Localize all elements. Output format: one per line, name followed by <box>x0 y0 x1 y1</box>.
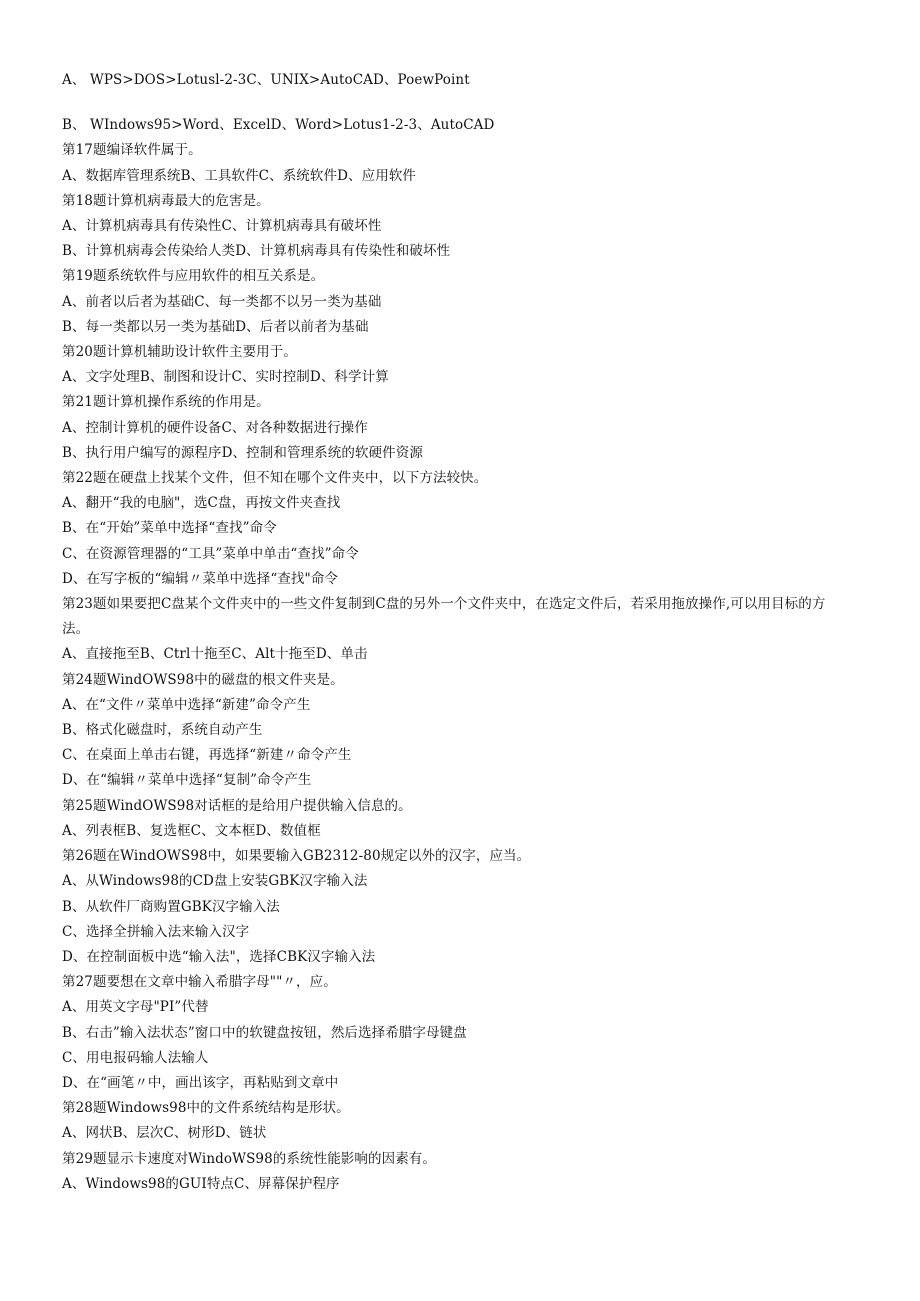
options-27-c: C、用电报码输人法输人 <box>62 1049 209 1066</box>
options-24-b: B、格式化磁盘时，系统自动产生 <box>62 722 263 739</box>
blank-gap <box>62 93 852 113</box>
question-28: 第28题Windows98中的文件系统结构是形状。 <box>62 1100 350 1117</box>
options-27-a: A、用英文字母"PI”代替 <box>62 999 209 1016</box>
options-27-d: D、在“画笔〃中，画出该字，再粘贴到文章中 <box>62 1074 339 1091</box>
options-22-b: B、在“开始”菜单中选择“查找”命令 <box>62 520 277 537</box>
options-24-a: A、在“文件〃菜单中选择“新建”命令产生 <box>62 696 311 713</box>
question-19: 第19题系统软件与应用软件的相互关系是。 <box>62 268 325 285</box>
options-24-d: D、在“编辑〃菜单中选择“复制”命令产生 <box>62 772 312 789</box>
question-20: 第20题计算机辅助设计软件主要用于。 <box>62 344 297 361</box>
options-23: A、直接拖至B、Ctrl十拖至C、Alt十拖至D、单击 <box>62 646 368 663</box>
options-22-a: A、翻开“我的电脑"，选C盘，再按文件夹查找 <box>62 495 341 512</box>
question-22: 第22题在硬盘上找某个文件，但不知在哪个文件夹中，以下方法较快。 <box>62 470 488 487</box>
question-17: 第17题编译软件属于。 <box>62 142 202 159</box>
options-22-d: D、在写字板的“编辑〃菜单中选择“查找"命令 <box>62 570 339 587</box>
question-26: 第26题在WindOWS98中，如果要输入GB2312-80规定以外的汉字，应当。 <box>62 848 531 865</box>
document-page <box>62 68 852 1197</box>
options-18-a: A、计算机病毒具有传染性C、计算机病毒具有破坏性 <box>62 218 382 235</box>
options-27-b: B、右击”输入法状态”窗口中的软键盘按钮，然后选择希腊字母键盘 <box>62 1024 467 1041</box>
option-line-b-16: B、 WIndows95>Word、ExcelD、Word>Lotus1-2-3、AutoCAD <box>62 117 495 134</box>
options-26-d: D、在控制面板中选“输入法"，选择CBK汉字输入法 <box>62 948 376 965</box>
question-23: 第23题如果要把C盘某个文件夹中的一些文件复制到C盘的另外一个文件夹中，在选定文件后，若采用拖放操作,可以用目标的方法。 <box>62 596 826 638</box>
question-18: 第18题计算机病毒最大的危害是。 <box>62 192 270 209</box>
question-21: 第21题计算机操作系统的作用是。 <box>62 394 270 411</box>
options-18-b: B、计算机病毒会传染给人类D、计算机病毒具有传染性和破坏性 <box>62 243 451 260</box>
options-28: A、网状B、层次C、树形D、链状 <box>62 1125 267 1142</box>
question-25: 第25题WindOWS98对话框的是给用户提供输入信息的。 <box>62 797 412 814</box>
question-29: 第29题显示卡速度对WindoWS98的系统性能影响的因素有。 <box>62 1150 436 1167</box>
options-21-b: B、执行用户编写的源程序D、控制和管理系统的软硬件资源 <box>62 444 423 461</box>
question-24: 第24题WindOWS98中的磁盘的根文件夹是。 <box>62 671 344 688</box>
options-20: A、文字处理B、制图和设计C、实时控制D、科学计算 <box>62 369 389 386</box>
options-26-c: C、选择全拼输入法来输入汉字 <box>62 923 250 940</box>
options-19-b: B、每一类都以另一类为基础D、后者以前者为基础 <box>62 318 369 335</box>
question-27: 第27题要想在文章中输入希腊字母""〃，应。 <box>62 974 337 991</box>
option-line-a-16: A、 WPS>DOS>Lotusl-2-3C、UNIX>AutoCAD、PoewPoint <box>62 72 470 88</box>
options-24-c: C、在桌面上单击右键，再选择“新建〃命令产生 <box>62 747 352 764</box>
options-22-c: C、在资源管理器的“工具”菜单中单击“查找”命令 <box>62 545 359 562</box>
options-29-a: A、Windows98的GUI特点C、屏幕保护程序 <box>62 1175 340 1192</box>
options-26-a: A、从Windows98的CD盘上安装GBK汉字输入法 <box>62 873 368 890</box>
options-25: A、列表框B、复选框C、文本框D、数值框 <box>62 822 321 839</box>
options-26-b: B、从软件厂商购置GBK汉字输入法 <box>62 898 280 915</box>
options-17: A、数据库管理系统B、工具软件C、系统软件D、应用软件 <box>62 167 417 184</box>
options-21-a: A、控制计算机的硬件设备C、对各种数据进行操作 <box>62 419 368 436</box>
options-19-a: A、前者以后者为基础C、每一类都不以另一类为基础 <box>62 293 382 310</box>
